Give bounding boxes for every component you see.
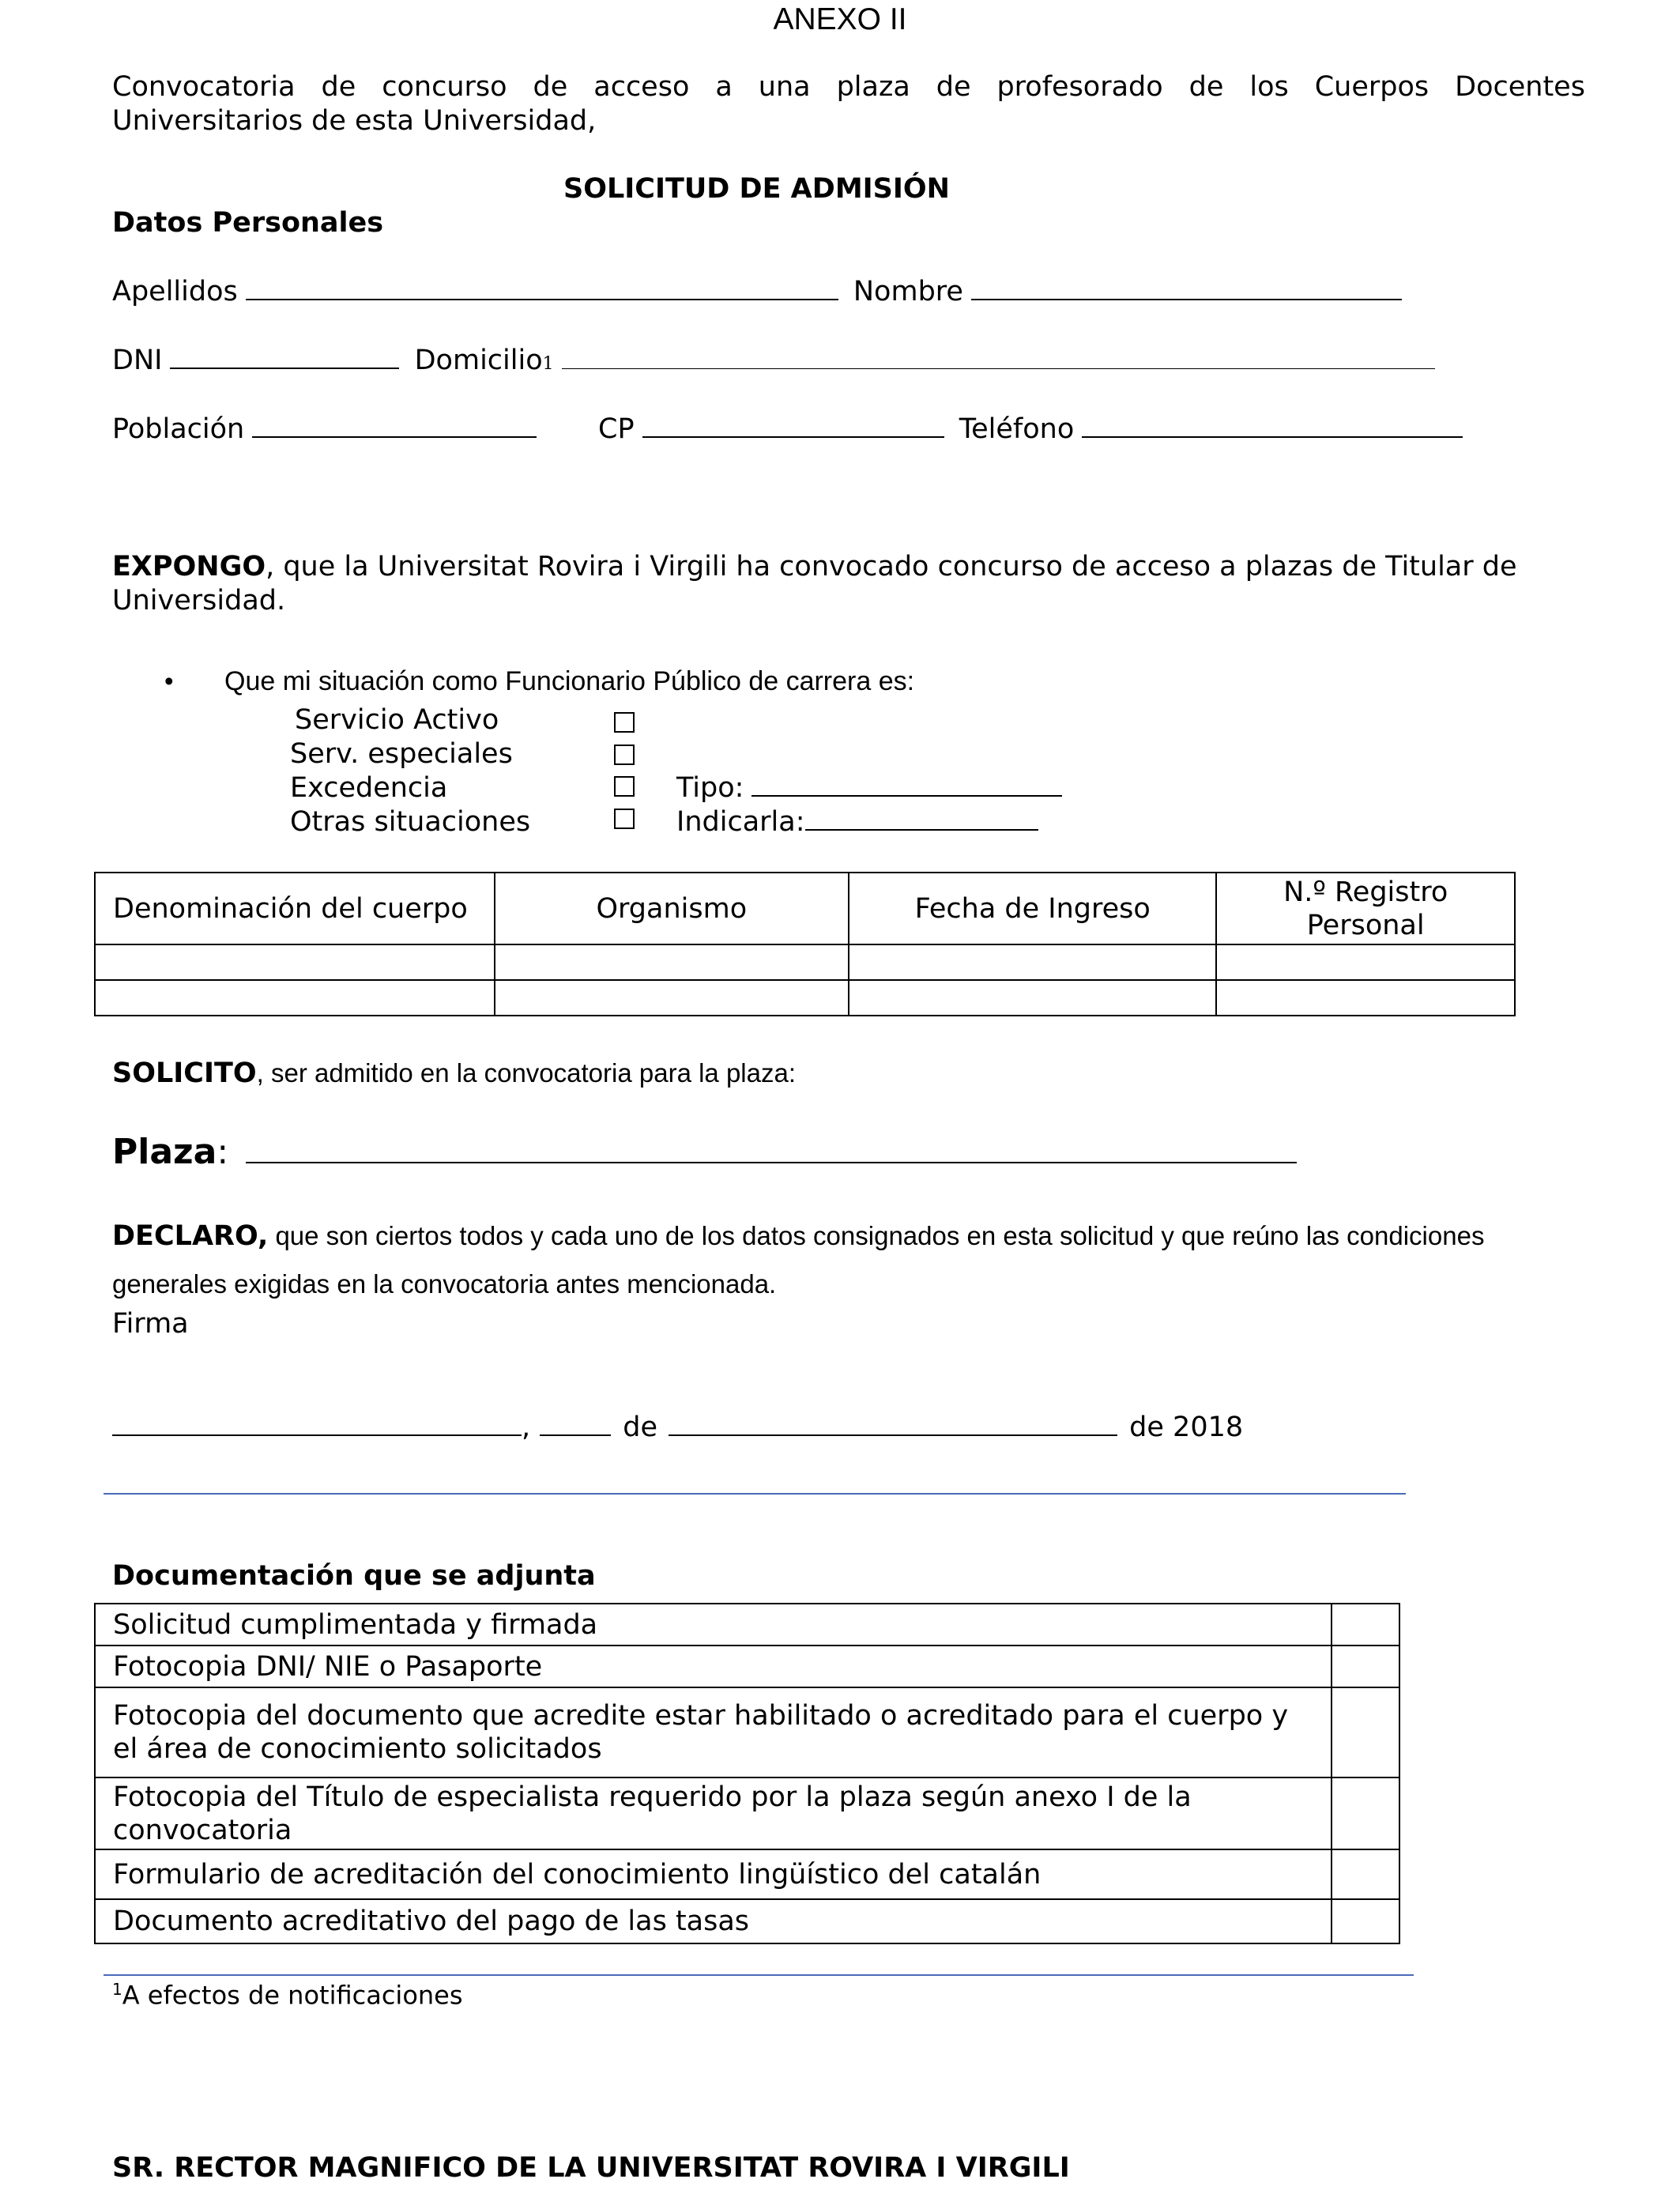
footnote xyxy=(112,1980,463,2011)
solicito-lead: SOLICITO xyxy=(112,1057,257,1089)
plaza-colon: : xyxy=(217,1132,229,1172)
intro-word: los xyxy=(1249,71,1289,103)
document-checkbox[interactable] xyxy=(1332,1777,1399,1849)
intro-word: Docentes xyxy=(1455,71,1585,103)
documentation-table xyxy=(94,1603,1400,1944)
date-comma: , xyxy=(522,1412,531,1443)
intro-word: a xyxy=(715,71,733,103)
dni-label: DNI xyxy=(112,345,163,376)
month-field[interactable] xyxy=(669,1434,1117,1436)
plaza-field[interactable] xyxy=(246,1161,1297,1163)
table-row xyxy=(95,1687,1399,1777)
dni-field[interactable] xyxy=(170,367,399,369)
form-title: SOLICITUD DE ADMISIÓN xyxy=(563,173,950,205)
header-cell: Denominación del cuerpo xyxy=(95,873,495,944)
intro-word: plaza xyxy=(836,71,910,103)
footnote-mark: 1 xyxy=(112,1980,122,1999)
table-row xyxy=(95,1777,1399,1849)
dni-row xyxy=(112,344,1435,377)
option-servicio-activo: Servicio Activo xyxy=(295,704,499,736)
nombre-label: Nombre xyxy=(853,276,963,307)
poblacion-field[interactable] xyxy=(252,435,537,438)
footnote-text: A efectos de notificaciones xyxy=(122,1980,463,2011)
document-item: Documento acreditativo del pago de las tasas xyxy=(95,1899,1332,1943)
apellidos-label: Apellidos xyxy=(112,276,238,307)
document-item: Fotocopia DNI/ NIE o Pasaporte xyxy=(95,1646,1332,1687)
intro-line-2: Universitarios de esta Universidad, xyxy=(112,105,597,137)
personal-data-heading: Datos Personales xyxy=(112,207,384,239)
servicio-activo-checkbox[interactable] xyxy=(614,712,635,733)
option-excedencia: Excedencia xyxy=(290,772,448,804)
addressee: SR. RECTOR MAGNIFICO DE LA UNIVERSITAT ROVIRA I VIRGILI xyxy=(112,2152,1070,2184)
table-row xyxy=(95,1899,1399,1943)
intro-word: Convocatoria xyxy=(112,71,296,103)
poblacion-row xyxy=(112,413,537,446)
table-cell[interactable] xyxy=(95,944,495,980)
apellidos-field[interactable] xyxy=(246,298,838,300)
tipo-label: Tipo: xyxy=(676,772,744,804)
place-field[interactable] xyxy=(112,1434,522,1436)
documentation-heading: Documentación que se adjunta xyxy=(112,1560,596,1592)
table-row xyxy=(95,1604,1399,1646)
poblacion-label: Población xyxy=(112,413,245,445)
document-item: Formulario de acreditación del conocimiento lingüístico del catalán xyxy=(95,1849,1332,1899)
serv-especiales-checkbox[interactable] xyxy=(614,745,635,765)
document-checkbox[interactable] xyxy=(1332,1849,1399,1899)
declaro-line-1 xyxy=(112,1220,1484,1253)
table-cell[interactable] xyxy=(495,980,849,1016)
document-item: Solicitud cumplimentada y firmada xyxy=(95,1604,1332,1646)
domicilio-label: Domicilio xyxy=(414,345,543,376)
intro-word: de xyxy=(533,71,568,103)
indicarla-label: Indicarla: xyxy=(676,806,805,838)
intro-word: profesorado xyxy=(996,71,1163,103)
intro-word: acceso xyxy=(593,71,690,103)
date-line xyxy=(112,1411,1243,1444)
table-cell[interactable] xyxy=(849,980,1216,1016)
table-row xyxy=(95,980,1515,1016)
telefono-label: Teléfono xyxy=(959,413,1075,445)
declaro-lead: DECLARO, xyxy=(112,1220,269,1252)
cp-row xyxy=(598,413,1463,446)
declaro-line-2: generales exigidas en la convocatoria antes mencionada. xyxy=(112,1269,777,1299)
indicarla-field[interactable] xyxy=(805,828,1038,831)
footnote-ref: 1 xyxy=(542,354,554,374)
document-item-line: Fotocopia del documento que acredite estar habilitado o acreditado para el cuerpo y xyxy=(113,1700,1289,1732)
tipo-row xyxy=(676,771,1062,805)
table-cell[interactable] xyxy=(495,944,849,980)
header-cell: Fecha de Ingreso xyxy=(849,873,1216,944)
table-cell[interactable] xyxy=(1216,944,1515,980)
expongo-line-2: Universidad. xyxy=(112,585,286,616)
document-item-line: Fotocopia del Título de especialista requerido por la plaza según anexo I de la xyxy=(113,1781,1192,1813)
intro-word: una xyxy=(758,71,811,103)
header-line: Personal xyxy=(1306,909,1425,941)
document-item-line: convocatoria xyxy=(113,1814,292,1846)
cp-field[interactable] xyxy=(642,435,944,438)
table-cell[interactable] xyxy=(95,980,495,1016)
footnote-rule xyxy=(104,1974,1414,1976)
header-cell: Organismo xyxy=(495,873,849,944)
document-item xyxy=(95,1687,1332,1777)
firma-label: Firma xyxy=(112,1308,189,1340)
document-checkbox[interactable] xyxy=(1332,1646,1399,1687)
nombre-field[interactable] xyxy=(971,298,1402,300)
solicito-line xyxy=(112,1057,796,1090)
domicilio-field[interactable] xyxy=(562,368,1435,369)
expongo-text: , que la Universitat Rovira i Virgili ha convocado concurso de acceso a plazas de Titular de xyxy=(266,551,1517,582)
expongo-lead: EXPONGO xyxy=(112,551,266,582)
intro-word: concurso xyxy=(382,71,507,103)
table-cell[interactable] xyxy=(1216,980,1515,1016)
plaza-label: Plaza xyxy=(112,1132,217,1172)
indicarla-row xyxy=(676,805,1038,839)
excedencia-checkbox[interactable] xyxy=(614,776,635,797)
date-de: de xyxy=(623,1412,658,1443)
solicito-text: , ser admitido en la convocatoria para la plaza: xyxy=(256,1058,797,1088)
table-header-row xyxy=(95,873,1515,944)
option-serv-especiales: Serv. especiales xyxy=(290,738,513,770)
intro-word: de xyxy=(936,71,971,103)
table-row xyxy=(95,1849,1399,1899)
table-row xyxy=(95,1646,1399,1687)
document-checkbox[interactable] xyxy=(1332,1604,1399,1646)
cuerpo-table xyxy=(94,872,1516,1016)
intro-word: de xyxy=(321,71,356,103)
plaza-row xyxy=(112,1132,1297,1174)
intro-word: Cuerpos xyxy=(1314,71,1430,103)
bullet-icon: • xyxy=(164,666,174,696)
document-checkbox[interactable] xyxy=(1332,1899,1399,1943)
date-year: de 2018 xyxy=(1129,1412,1244,1443)
document-item xyxy=(95,1777,1332,1849)
apellidos-row xyxy=(112,275,1402,308)
expongo-line-1 xyxy=(112,550,1517,583)
telefono-field[interactable] xyxy=(1082,435,1463,438)
header-line: N.º Registro xyxy=(1283,876,1448,908)
cp-label: CP xyxy=(598,413,635,445)
option-otras-situaciones: Otras situaciones xyxy=(290,806,531,838)
document-checkbox[interactable] xyxy=(1332,1687,1399,1777)
annex-title: ANEXO II xyxy=(773,2,907,36)
declaro-text: que son ciertos todos y cada uno de los datos consignados en esta solicitud y que reúno las condiciones xyxy=(268,1221,1485,1250)
otras-situaciones-checkbox[interactable] xyxy=(614,809,635,829)
intro-word: de xyxy=(1188,71,1224,103)
header-cell xyxy=(1216,873,1515,944)
table-row xyxy=(95,944,1515,980)
separator-rule xyxy=(104,1493,1406,1495)
document-item-line: el área de conocimiento solicitados xyxy=(113,1733,602,1765)
situacion-text: Que mi situación como Funcionario Público de carrera es: xyxy=(224,666,915,696)
table-cell[interactable] xyxy=(849,944,1216,980)
tipo-field[interactable] xyxy=(751,794,1062,797)
intro-line-1 xyxy=(112,70,1585,104)
day-field[interactable] xyxy=(540,1434,611,1436)
